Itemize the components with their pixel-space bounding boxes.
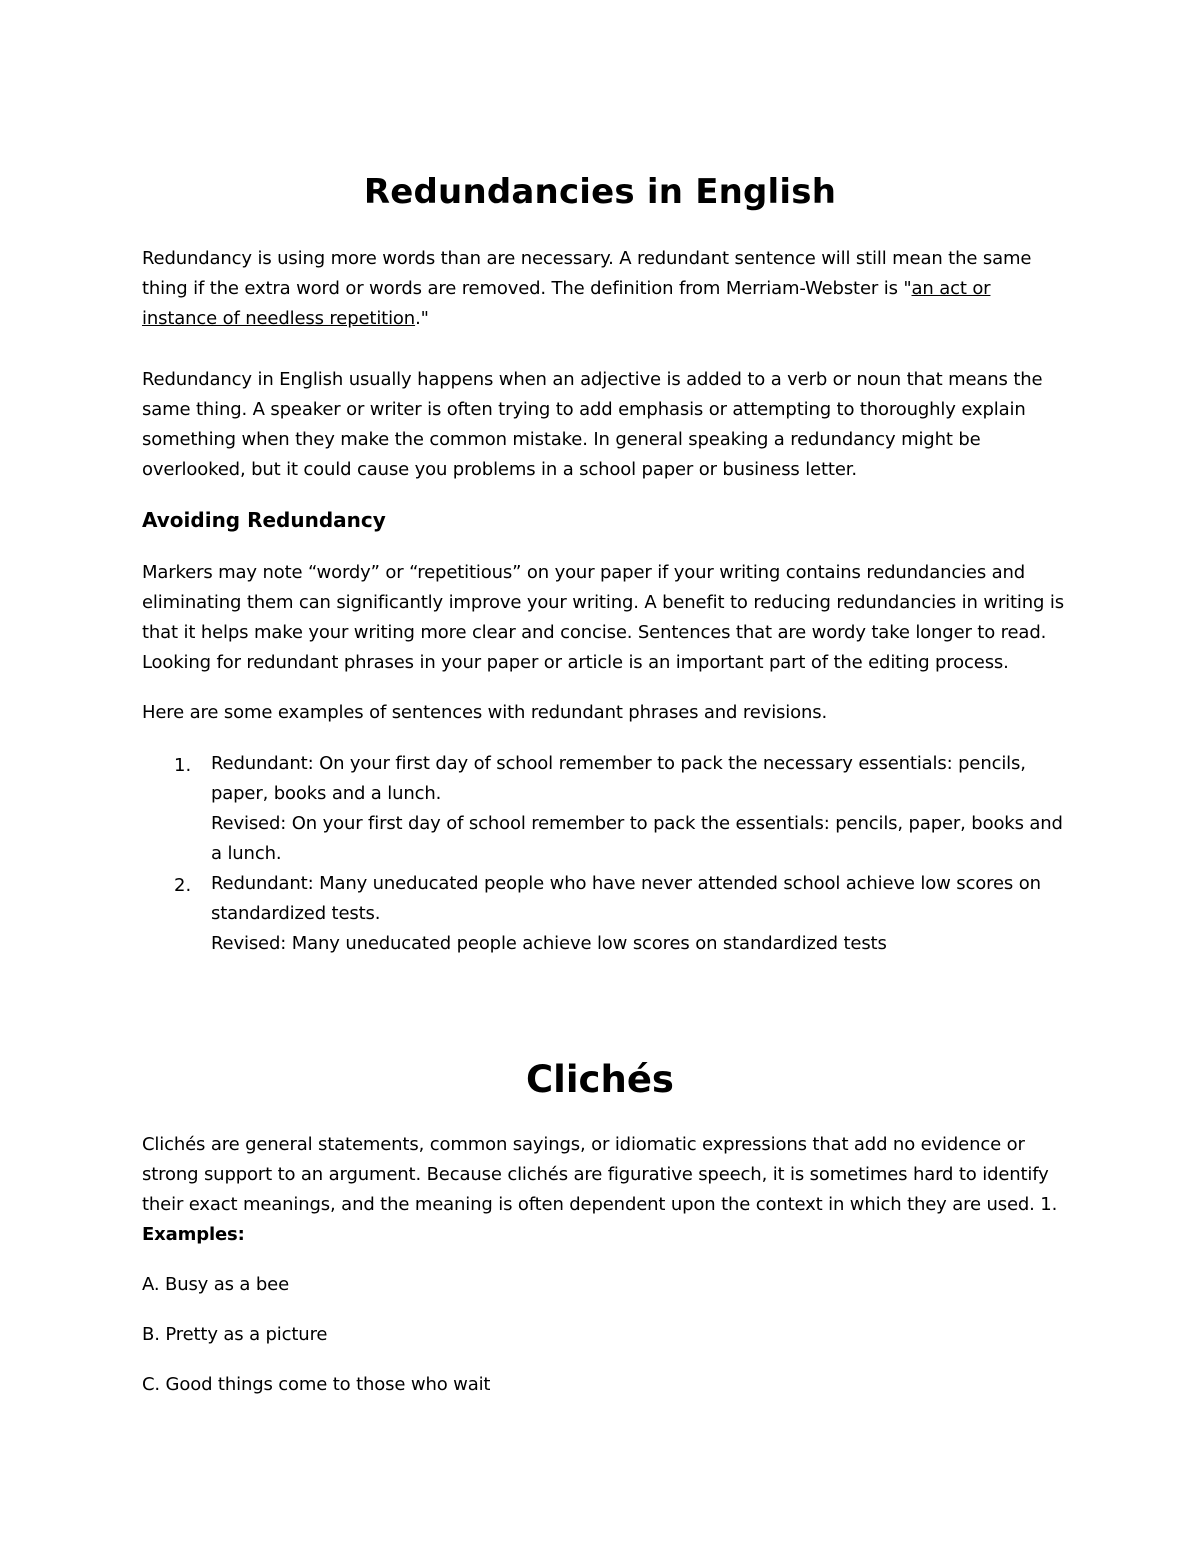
- definition-link-part-2[interactable]: instance of needless repetition: [142, 308, 416, 329]
- section-title-cliches: Clichés: [526, 1058, 674, 1101]
- definition-link-part-1[interactable]: an act or: [911, 278, 991, 299]
- cliches-line-3: their exact meanings, and the meaning is often dependent upon the context in which they are used. 1.: [142, 1194, 1058, 1215]
- list-item-1-line-4: a lunch.: [211, 843, 282, 864]
- para3-line-3: that it helps make your writing more clear and concise. Sentences that are wordy take longer to read.: [142, 622, 1047, 643]
- list-number-2: 2.: [174, 875, 192, 896]
- intro-line-3-text: .": [415, 308, 429, 329]
- list-item-2-line-3: Revised: Many uneducated people achieve low scores on standardized tests: [211, 933, 887, 954]
- intro-line-1: Redundancy is using more words than are necessary. A redundant sentence will still mean the same: [142, 248, 1032, 269]
- para2-line-2: same thing. A speaker or writer is often trying to add emphasis or attempting to thoroughly explain: [142, 399, 1026, 420]
- para3-line-1: Markers may note “wordy” or “repetitious” on your paper if your writing contains redundancies and: [142, 562, 1026, 583]
- cliche-item-a: A. Busy as a bee: [142, 1274, 290, 1295]
- list-item-2-line-1: Redundant: Many uneducated people who have never attended school achieve low scores on: [211, 873, 1041, 894]
- page-title: Redundancies in English: [363, 172, 837, 212]
- list-item-1-line-1: Redundant: On your first day of school remember to pack the necessary essentials: pencils,: [211, 753, 1026, 774]
- list-item-2-line-2: standardized tests.: [211, 903, 381, 924]
- cliche-item-b: B. Pretty as a picture: [142, 1324, 328, 1345]
- list-item-1-line-3: Revised: On your first day of school remember to pack the essentials: pencils, paper, books and: [211, 813, 1063, 834]
- intro-line-2: [142, 274, 990, 304]
- para2-line-1: Redundancy in English usually happens when an adjective is added to a verb or noun that means the: [142, 369, 1043, 390]
- para2-line-3: something when they make the common mistake. In general speaking a redundancy might be: [142, 429, 981, 450]
- cliche-item-c: C. Good things come to those who wait: [142, 1374, 491, 1395]
- list-item-1-line-2: paper, books and a lunch.: [211, 783, 442, 804]
- examples-intro: Here are some examples of sentences with redundant phrases and revisions.: [142, 702, 828, 723]
- list-number-1: 1.: [174, 755, 192, 776]
- para3-line-2: eliminating them can significantly improve your writing. A benefit to reducing redundancies in writing is: [142, 592, 1064, 613]
- intro-line-3: [142, 304, 429, 334]
- examples-label: Examples:: [142, 1224, 245, 1245]
- intro-line-2-text: thing if the extra word or words are removed. The definition from Merriam-Webster is ": [142, 278, 912, 299]
- heading-avoiding-redundancy: Avoiding Redundancy: [142, 508, 386, 532]
- para2-line-4: overlooked, but it could cause you problems in a school paper or business letter.: [142, 459, 857, 480]
- cliches-line-2: strong support to an argument. Because clichés are figurative speech, it is sometimes hard to identify: [142, 1164, 1049, 1185]
- para3-line-4: Looking for redundant phrases in your paper or article is an important part of the editing process.: [142, 652, 1009, 673]
- cliches-line-1: Clichés are general statements, common sayings, or idiomatic expressions that add no evidence or: [142, 1134, 1025, 1155]
